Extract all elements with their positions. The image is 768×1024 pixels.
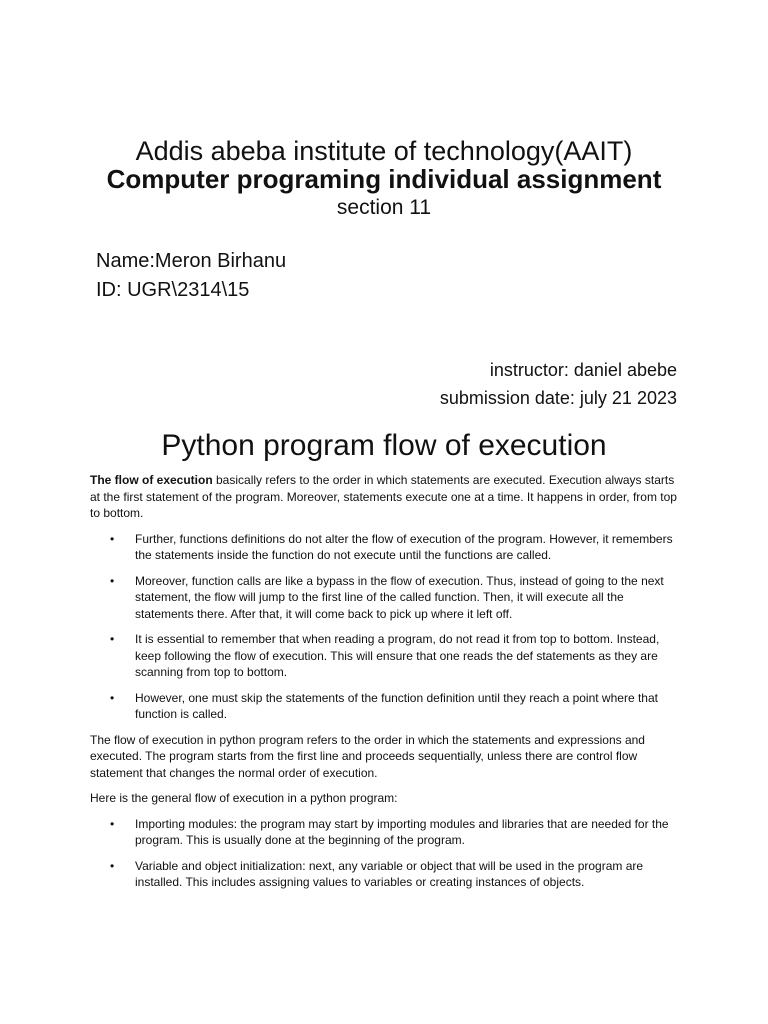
bullet-icon: • [110, 690, 115, 705]
list-item-text: Importing modules: the program may start by importing modules and libraries that are needed for the program. This is usually done at the beginning of the program. [135, 816, 669, 847]
bullet-icon: • [110, 632, 115, 646]
bullet-list-2 [90, 816, 680, 891]
course-heading: Computer programing individual assignment [106, 164, 662, 194]
instructor-line: instructor: daniel abebe [489, 360, 677, 380]
bullet-icon: • [110, 531, 115, 546]
list-item-text: Further, functions definitions do not alter the flow of execution of the program. However, it remembers the statements inside the function do not execute until the functions are called. [135, 531, 673, 562]
list-item [110, 631, 680, 681]
list-item [110, 573, 680, 623]
list-item-text: It is essential to remember that when reading a program, do not read it from top to bottom. Instead, keep following the flow of execution. This will ensure that one reads the def statements as they are scanning from top to bottom. [135, 632, 660, 679]
institution-heading: Addis abeba institute of technology(AAIT) [135, 136, 633, 166]
intro-rest: basically refers to the order in which statements are executed. Execution always starts at the first statement of the program. Moreover, statements execute one at a time. It happens in order, from top to bottom. [90, 473, 677, 520]
paragraph-general-flow: Here is the general flow of execution in a python program: [90, 791, 398, 805]
student-id: ID: UGR\2314\15 [96, 279, 250, 301]
list-item-text: Variable and object initialization: next, any variable or object that will be used in the program are installed. This includes assigning values to variables or creating instances of objects. [135, 858, 644, 889]
submission-date-line: submission date: july 21 2023 [439, 388, 677, 408]
section-label: section 11 [336, 196, 432, 219]
student-name: Name:Meron Birhanu [96, 250, 287, 272]
intro-paragraph [90, 472, 680, 522]
student-info [96, 247, 286, 305]
document-title: Python program flow of execution [161, 429, 607, 462]
list-item [110, 531, 680, 564]
intro-bold-lead: The flow of execution [90, 473, 213, 487]
submission-info [440, 356, 677, 412]
bullet-list-1 [90, 531, 680, 723]
list-item [110, 690, 680, 723]
bullet-icon: • [110, 858, 115, 873]
list-item [110, 858, 680, 891]
bullet-icon: • [110, 573, 115, 588]
list-item-text: However, one must skip the statements of the function definition until they reach a point where that function is called. [135, 690, 658, 721]
paragraph-flow-definition: The flow of execution in python program refers to the order in which the statements and expressions and executed. The program starts from the first line and proceeds sequentially, unless there are control flow statement that changes the normal order of execution. [90, 732, 645, 780]
list-item-text: Moreover, function calls are like a bypass in the flow of execution. Thus, instead of going to the next statement, the flow will jump to the first line of the called function. Then, it will execute all the statements there. After that, it will come back to pick up where it left off. [135, 573, 664, 621]
document-body [90, 472, 680, 900]
bullet-icon: • [110, 816, 115, 831]
list-item [110, 816, 680, 849]
